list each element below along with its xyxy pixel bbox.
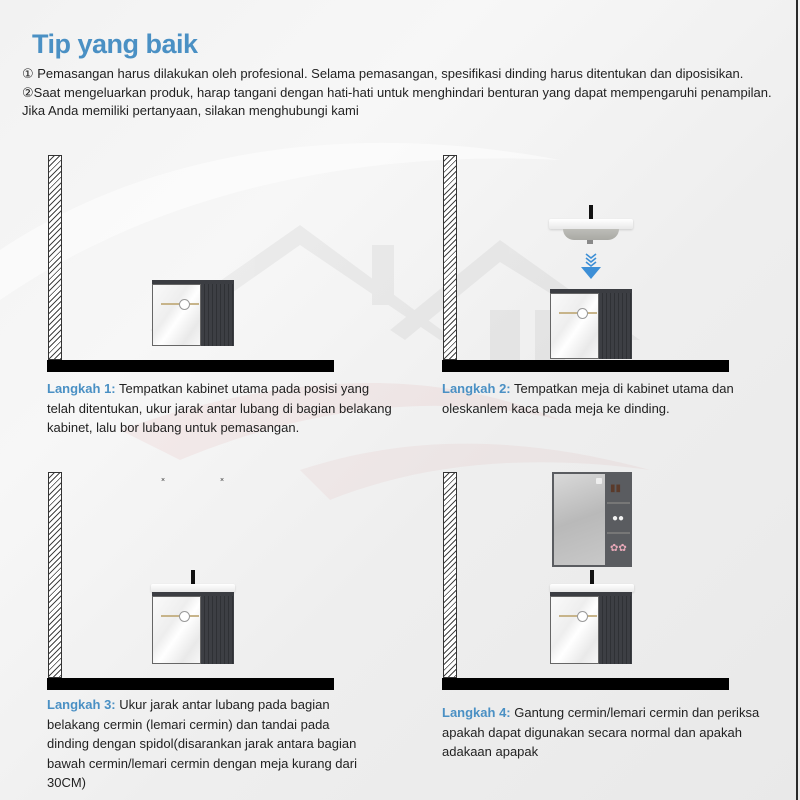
step-4-label: Langkah 4: (442, 705, 511, 720)
intro-text (22, 65, 792, 121)
cabinet-door (152, 284, 201, 346)
step-1-text: Langkah 1: Tempatkan kabinet utama pada posisi yang telah ditentukan, ukur jarak antar lubang di bagian belakang kabinet, lalu bor lubang untuk pemasangan. (47, 381, 392, 435)
cabinet-door (550, 293, 599, 359)
step-3-label: Langkah 3: (47, 697, 116, 712)
mirror-glass (554, 474, 605, 565)
cabinet-side-panel (599, 596, 632, 664)
wall-hatch (443, 155, 457, 360)
intro-point-1: ① Pemasangan harus dilakukan oleh profesional. Selama pemasangan, spesifikasi dinding harus ditentukan dan diposisikan. (22, 66, 744, 81)
cabinet-door (152, 596, 201, 664)
floor-bar (442, 360, 729, 372)
wall-hatch (48, 472, 62, 678)
cabinet-side-panel (201, 596, 234, 664)
floor-bar (47, 360, 334, 372)
down-arrow-icon (580, 252, 602, 280)
cabinet-side-panel (201, 284, 234, 346)
wall-hatch (443, 472, 457, 678)
step-3-text: Langkah 3: Ukur jarak antar lubang pada bagian belakang cermin (lemari cermin) dan tandai pada dinding dengan spidol(disarankan jarak antara bagian bawah cermin/lemari cermin dengan meja kurang dari 30CM) (47, 697, 357, 790)
step-2-label: Langkah 2: (442, 381, 511, 396)
faucet-icon (590, 570, 594, 584)
mirror-cabinet (552, 472, 632, 567)
intro-point-2: ②Saat mengeluarkan produk, harap tangani dengan hati-hati untuk menghindari benturan yang dapat mempengaruhi penampilan. (22, 84, 772, 100)
step-2-text: Langkah 2: Tempatkan meja di kabinet utama dan oleskanlem kaca pada meja ke dinding. (442, 381, 734, 416)
vanity-cabinet (152, 592, 234, 664)
floor-bar (442, 678, 729, 690)
floor-bar (47, 678, 334, 690)
step-1-label: Langkah 1: (47, 381, 116, 396)
vanity-cabinet (152, 280, 234, 346)
right-border (796, 0, 798, 800)
page-title: Tip yang baik (32, 29, 198, 59)
vanity-cabinet (550, 592, 632, 664)
vanity-cabinet (550, 289, 632, 359)
wall-mark-left: × (161, 477, 166, 484)
towels-icon: ●● (612, 513, 625, 524)
wall-hatch (48, 155, 62, 360)
faucet-icon (191, 570, 195, 584)
faucet-icon (589, 205, 593, 219)
bottles-icon: ▮▮ (610, 483, 622, 494)
wall-mark-right: × (220, 477, 225, 484)
cabinet-side-panel (599, 293, 632, 359)
flower-pot-icon: ✿✿ (610, 543, 627, 554)
intro-contact: Jika Anda memiliki pertanyaan, silakan menghubungi kami (22, 103, 359, 118)
cabinet-door (550, 596, 599, 664)
step-4-text: Langkah 4: Gantung cermin/lemari cermin dan periksa apakah dapat digunakan secara normal dan apakah adakaan apapak (442, 705, 760, 759)
